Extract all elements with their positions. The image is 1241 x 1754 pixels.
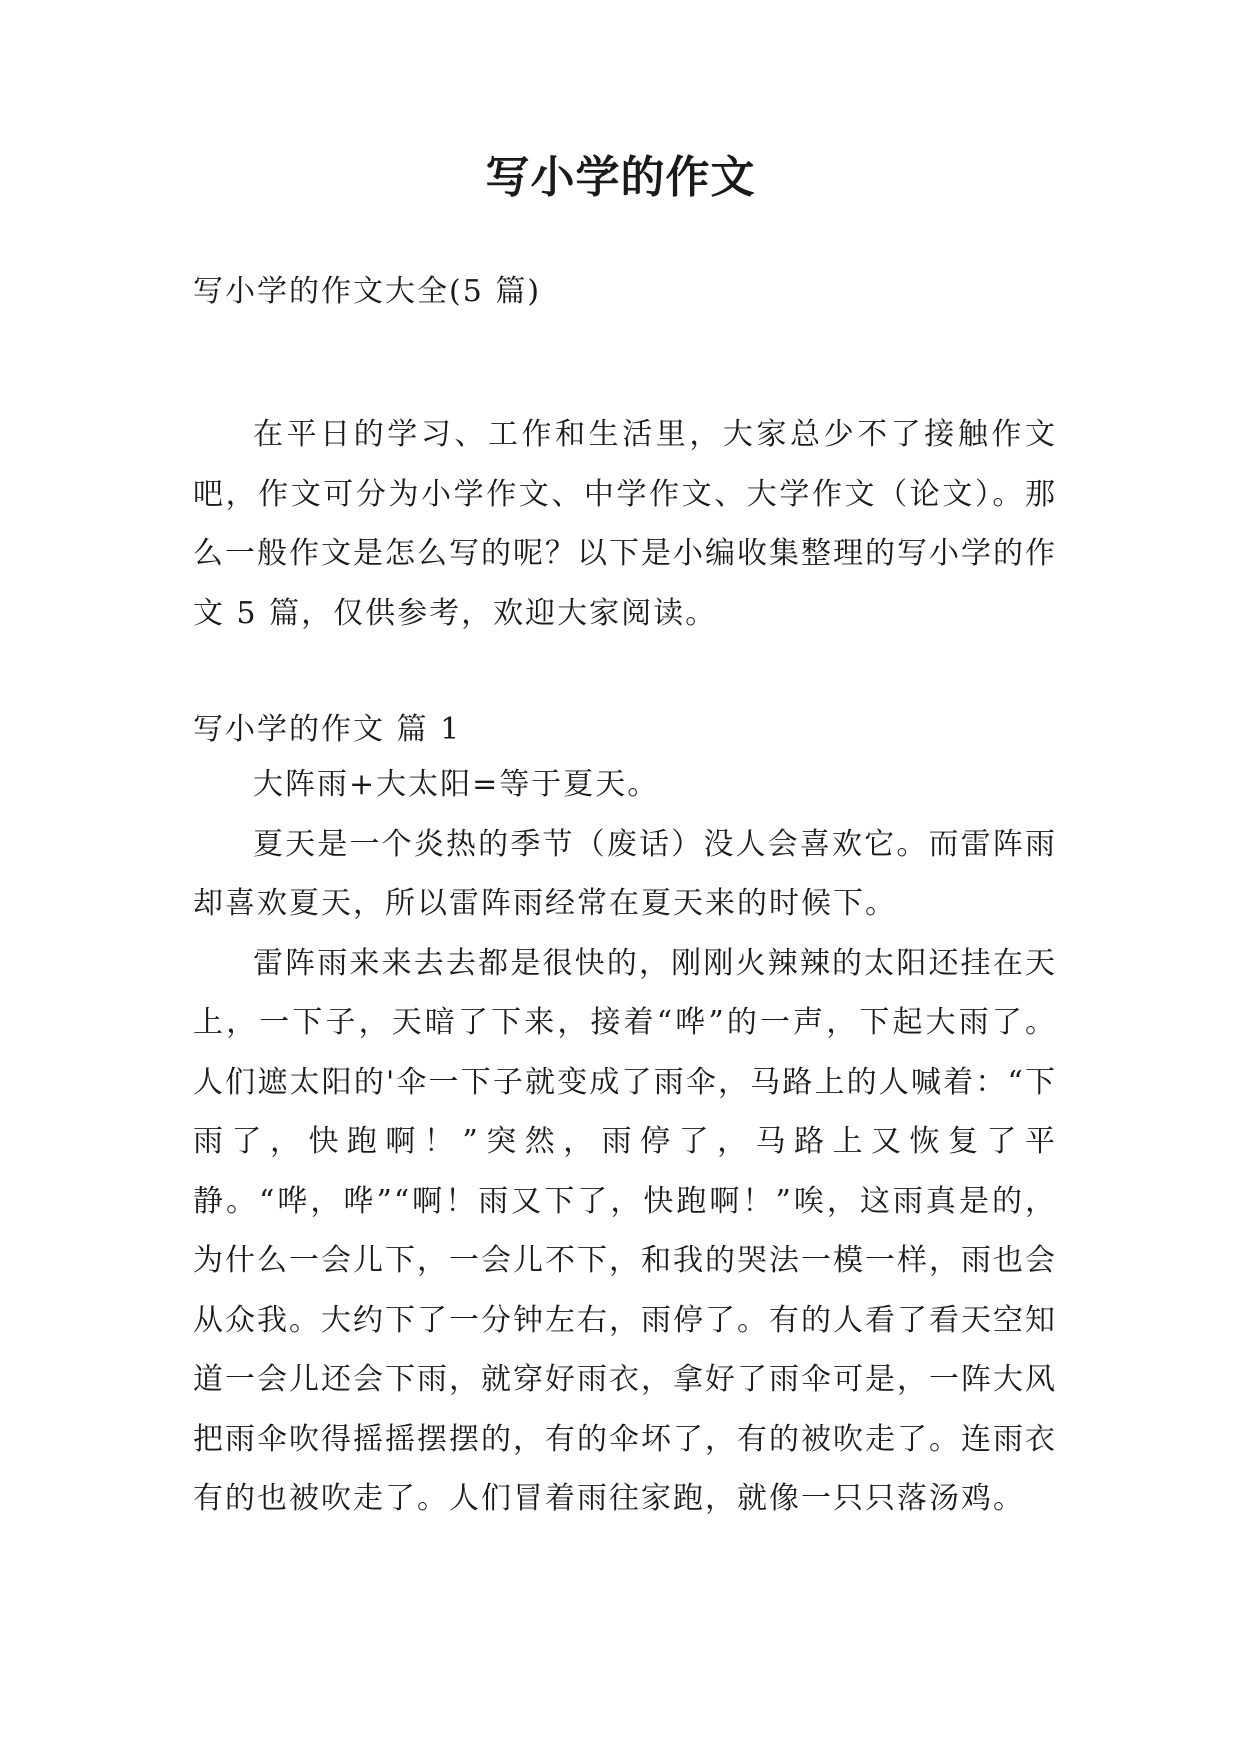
document-subtitle: 写小学的作文大全(5 篇) xyxy=(193,274,542,309)
section-heading: 写小学的作文 篇 1 xyxy=(193,712,462,747)
intro-section xyxy=(193,405,1057,643)
body-paragraph: 雷阵雨来来去去都是很快的，刚刚火辣辣的太阳还挂在天上，一下子，天暗了下来，接着“哗”的一声，下起大雨了。人们遮太阳的'伞一下子就变成了雨伞，马路上的人喊着：“下雨了，快跑啊！”突然，雨停了，马路上又恢复了平静。“哗，哗”“啊！雨又下了，快跑啊！”唉，这雨真是的，为什么一会儿下，一会儿不下，和我的哭法一模一样，雨也会从众我。大约下了一分钟左右，雨停了。有的人看了看天空知道一会儿还会下雨，就穿好雨衣，拿好了雨伞可是，一阵大风把雨伞吹得摇摇摆摆的，有的伞坏了，有的被吹走了。连雨衣有的也被吹走了。人们冒着雨往家跑，就像一只只落汤鸡。 xyxy=(193,945,1057,1516)
section-body xyxy=(193,755,1057,1529)
document-title: 写小学的作文 xyxy=(485,152,756,203)
body-paragraph: 大阵雨+大太阳=等于夏天。 xyxy=(253,767,660,802)
body-paragraph: 夏天是一个炎热的季节（废话）没人会喜欢它。而雷阵雨却喜欢夏天，所以雷阵雨经常在夏天来的时候下。 xyxy=(193,826,1057,921)
intro-paragraph: 在平日的学习、工作和生活里，大家总少不了接触作文吧，作文可分为小学作文、中学作文、大学作文（论文）。那么一般作文是怎么写的呢？以下是小编收集整理的写小学的作文 5 篇，仅供参考，欢迎大家阅读。 xyxy=(193,417,1057,631)
